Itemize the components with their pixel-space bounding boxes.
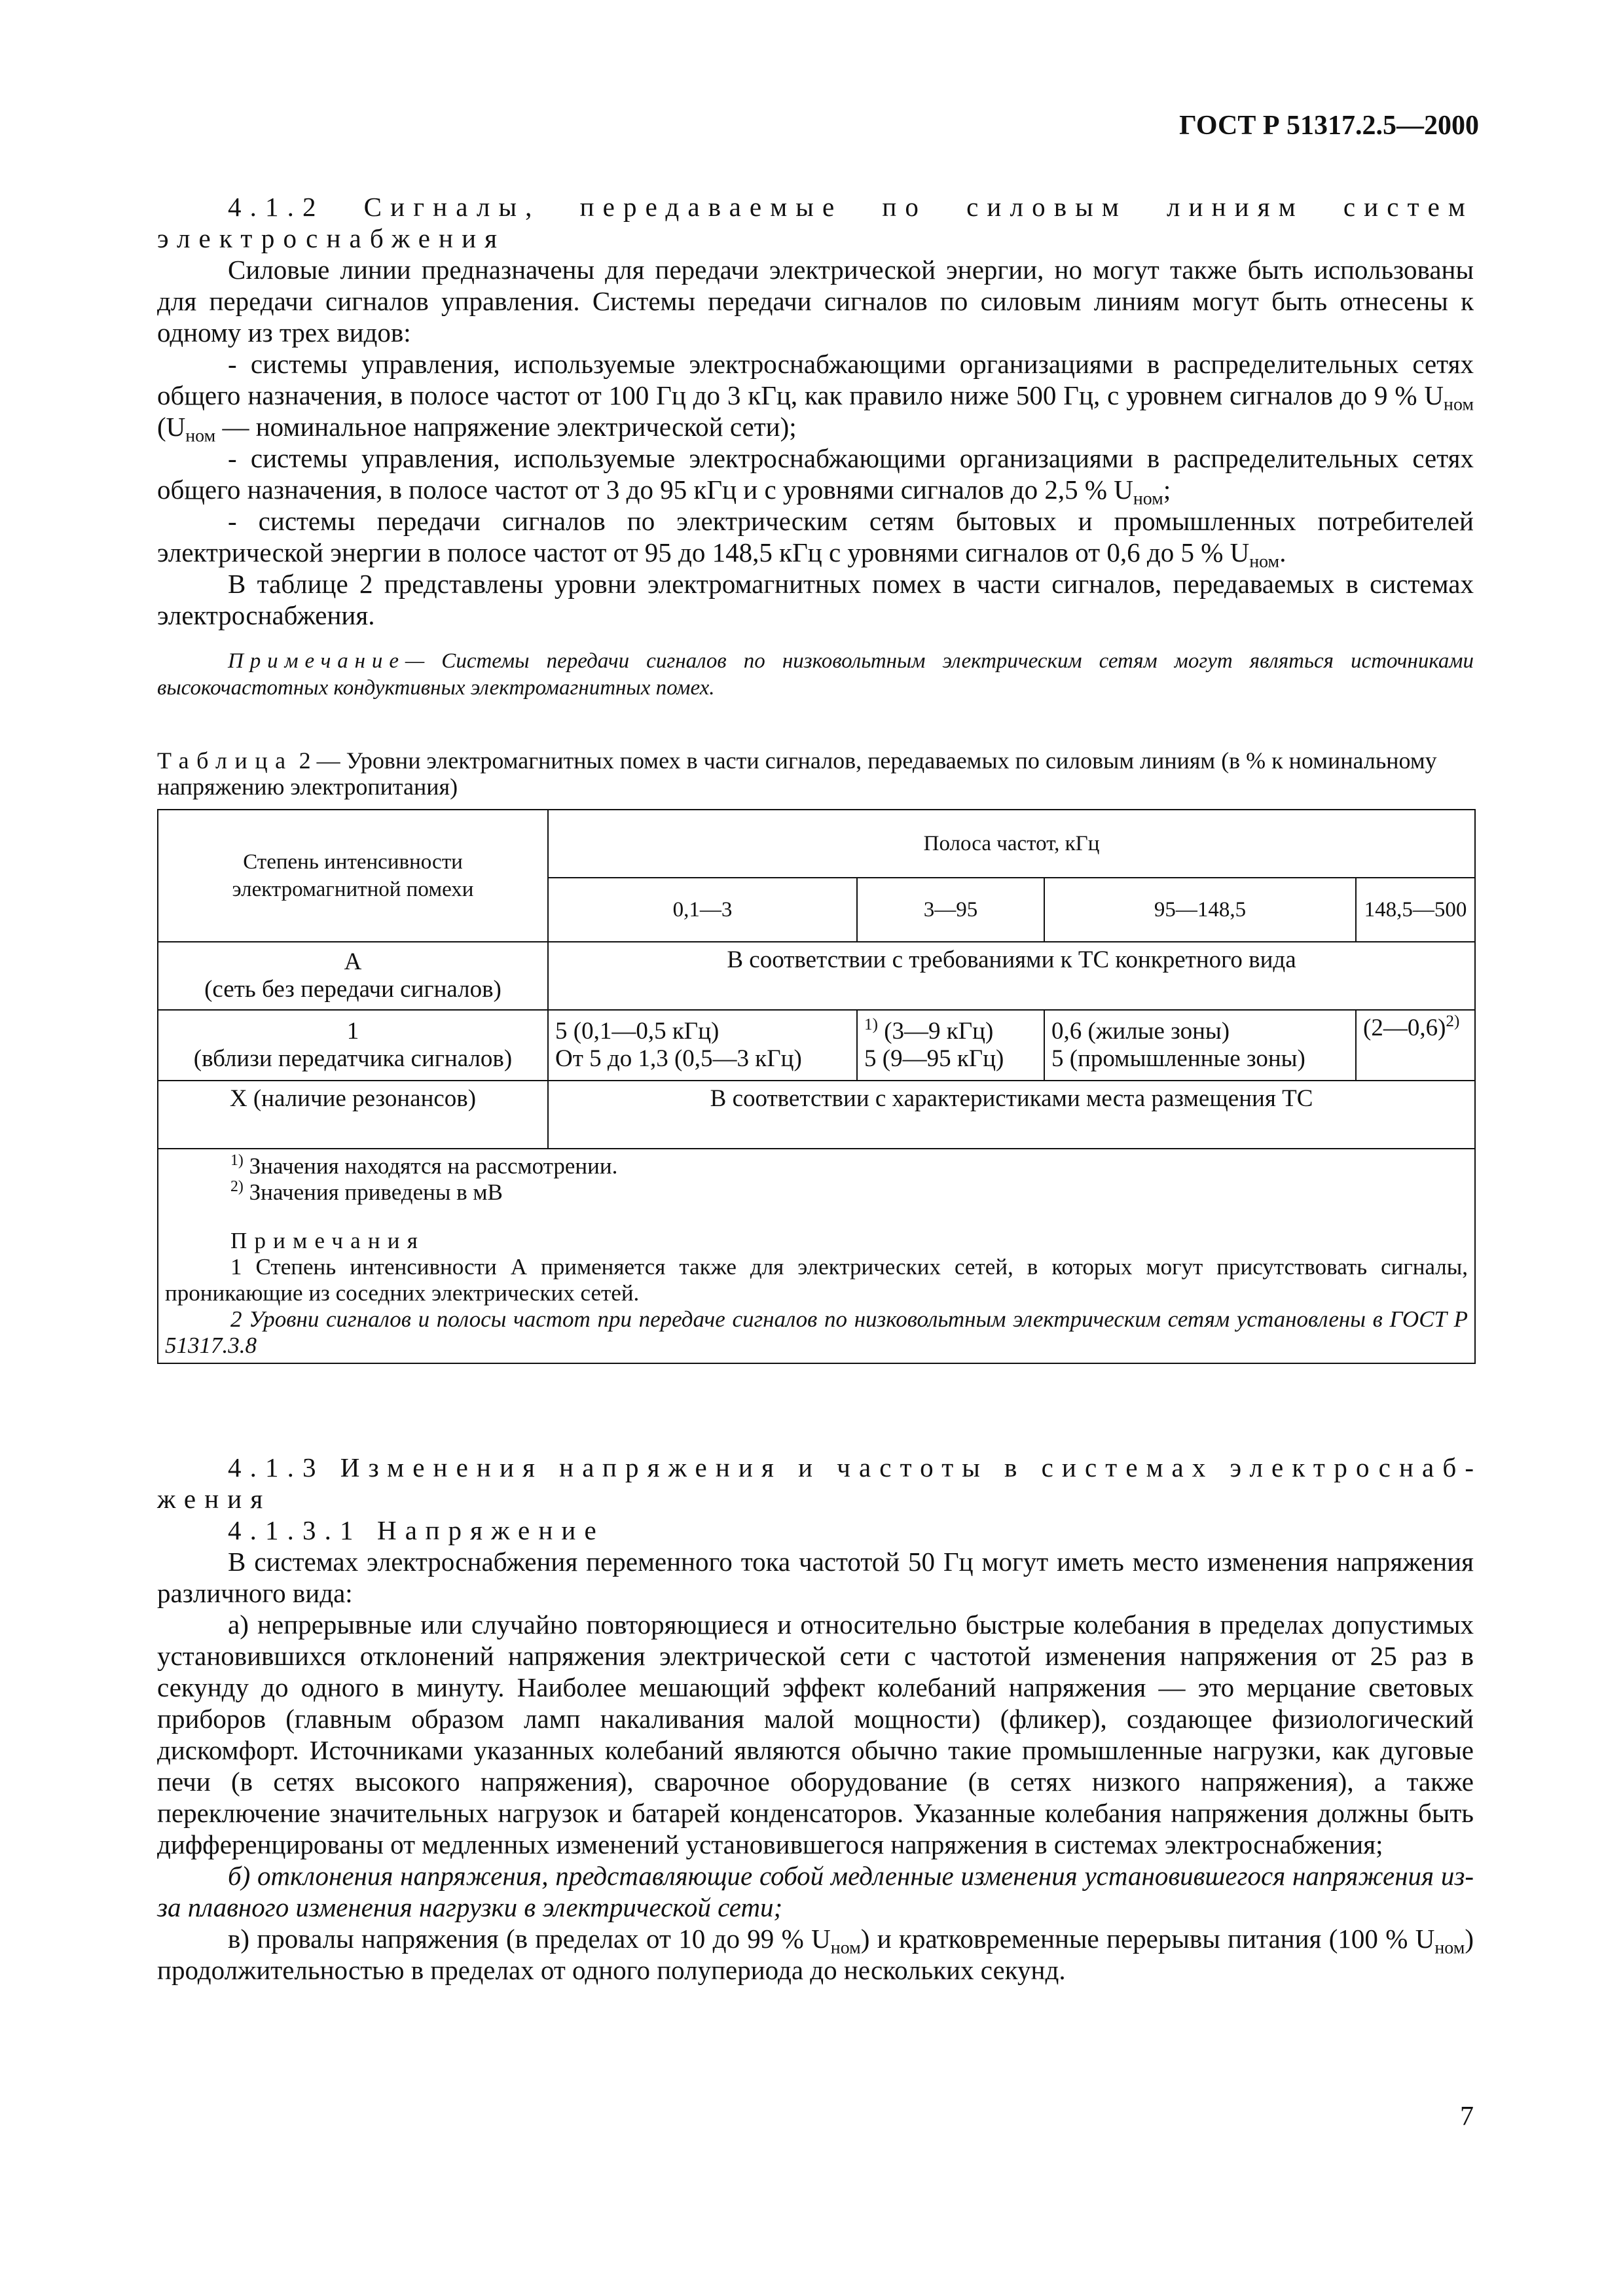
subsection-heading: 4.1.3.1 Напряжение [228, 1515, 605, 1545]
header-degree: Степень интенсивности электромагнитной помехи [158, 810, 548, 942]
table-note-2: 2 Уровни сигналов и полосы частот при передаче сигналов по низковольтным электрическим сетям установлены в ГОСТ Р 51317.3.8 [165, 1306, 1468, 1358]
table-row-1-label: 1 (вблизи передатчика сигналов) [158, 1010, 548, 1081]
table-cell: $^{1)}$ (3—9 кГц) 5 (9—95 кГц) [857, 1010, 1044, 1081]
list-item: - системы управления, используемые электроснабжающими организациями в распределительных сетях общего назначения, в полосе частот от 3 до 95 кГц и с уровнями сигналов до 2,5 % $U_{ном}$; [157, 443, 1474, 509]
paragraph: Силовые линии предназначены для передачи электрической энергии, но могут также быть использованы для передачи сигналов управления. Системы передачи сигналов по силовым линиям могут быть отнесены к одному из трех видов: [157, 255, 1474, 348]
footnote-2: $^{2)}$ Значения приведены в мВ [230, 1177, 503, 1205]
note-text: — Системы передачи сигналов по низковольтным электрическим сетям могут являться источниками высокочастотных кондуктивных электромагнитных помех. [157, 649, 1474, 700]
table-row-x-label: Х (наличие резонансов) [158, 1081, 548, 1149]
band-2: 95—148,5 [1044, 878, 1356, 942]
table-cell: (2—0,6)$^{2)}$ [1356, 1010, 1475, 1081]
section-4-1-2 [157, 191, 1474, 631]
section-heading: 4.1.3 Изменения напряжения и частоты в системах электроснабжения [157, 1452, 1474, 1514]
list-item: - системы передачи сигналов по электрическим сетям бытовых и промышленных потребителей электрической энергии в полосе частот от 95 до 148,5 кГц с уровнями сигналов от 0,6 до 5 % $U_{ном}$. [157, 506, 1474, 572]
list-item-c: в) провалы напряжения (в пределах от 10 до 99 % $U_{ном}$) и кратковременные перерывы питания (100 % $U_{ном}$) продолжительностью в пределах от одного полупериода до нескольких секунд. [157, 1924, 1474, 1985]
band-0: 0,1—3 [548, 878, 857, 942]
header-band: Полоса частот, кГц [548, 810, 1475, 878]
section-heading: 4.1.2 Сигналы, передаваемые по силовым линиям систем электроснабжения [157, 192, 1474, 253]
page-number: 7 [1460, 2102, 1474, 2132]
table-cell: 5 (0,1—0,5 кГц) От 5 до 1,3 (0,5—3 кГц) [548, 1010, 857, 1081]
table-caption: Таблица 2 — Уровни электромагнитных помех в части сигналов, передаваемых по силовым линиям (в % к номинальному напряжению электропитания) [157, 747, 1437, 800]
notes-label: Примечания [230, 1228, 426, 1253]
note-label: Примечание [228, 649, 405, 673]
table-cell: 0,6 (жилые зоны) 5 (промышленные зоны) [1044, 1010, 1356, 1081]
table-note-1: 1 Степень интенсивности А применяется также для электрических сетей, в которых могут присутствовать сигналы, проникающие из соседних электрических сетей. [165, 1254, 1468, 1306]
list-item-a: а) непрерывные или случайно повторяющиеся и относительно быстрые колебания в пределах допустимых установившихся отклонений напряжения электрической сети с частотой изменения напряжения от 25 раз в секунду до одного в минуту. Наиболее мешающий эффект колебаний напряжения — это мерцание световых приборов (главным образом ламп накаливания малой мощности) (фликер), создающее физиологический дискомфорт. Источниками указанных колебаний являются обычно такие промышленные нагрузки, как дуговые печи (в сетях высокого напряжения), сварочное оборудование (в сетях низкого напряжения), а также переключение значительных нагрузок и батарей конденсаторов. Указанные колебания напряжения должны быть дифференцированы от медленных изменений установившегося напряжения в системах электроснабжения; [157, 1609, 1474, 1859]
paragraph: В системах электроснабжения переменного тока частотой 50 Гц могут иметь место изменения напряжения различного вида: [157, 1547, 1474, 1608]
list-item-b: б) отклонения напряжения, представляющие собой медленные изменения установившегося напряжения из-за плавного изменения нагрузки в электрической сети; [157, 1861, 1474, 1922]
paragraph: В таблице 2 представлены уровни электромагнитных помех в части сигналов, передаваемых в системах электроснабжения. [157, 569, 1474, 630]
band-3: 148,5—500 [1356, 878, 1475, 942]
table-2 [157, 809, 1476, 1364]
table-row-x-value: В соответствии с характеристиками места размещения ТС [548, 1081, 1475, 1149]
band-1: 3—95 [857, 878, 1044, 942]
table-footnotes [158, 1149, 1475, 1363]
footnote-1: $^{1)}$ Значения находятся на рассмотрении. [230, 1151, 618, 1179]
list-item: - системы управления, используемые электроснабжающими организациями в распределительных сетях общего назначения, в полосе частот от 100 Гц до 3 кГц, как правило ниже 500 Гц, с уровнем сигналов до 9 % $U_{ном}$ ($U_{ном}$ — номинальное напряжение электрической сети); [157, 349, 1474, 446]
note [157, 648, 1474, 702]
table-row-a-label: А (сеть без передачи сигналов) [158, 942, 548, 1010]
section-4-1-3 [157, 1452, 1474, 1986]
document-header: ГОСТ Р 51317.2.5—2000 [1179, 111, 1479, 141]
table-row-a-value: В соответствии с требованиями к ТС конкретного вида [548, 942, 1475, 1010]
